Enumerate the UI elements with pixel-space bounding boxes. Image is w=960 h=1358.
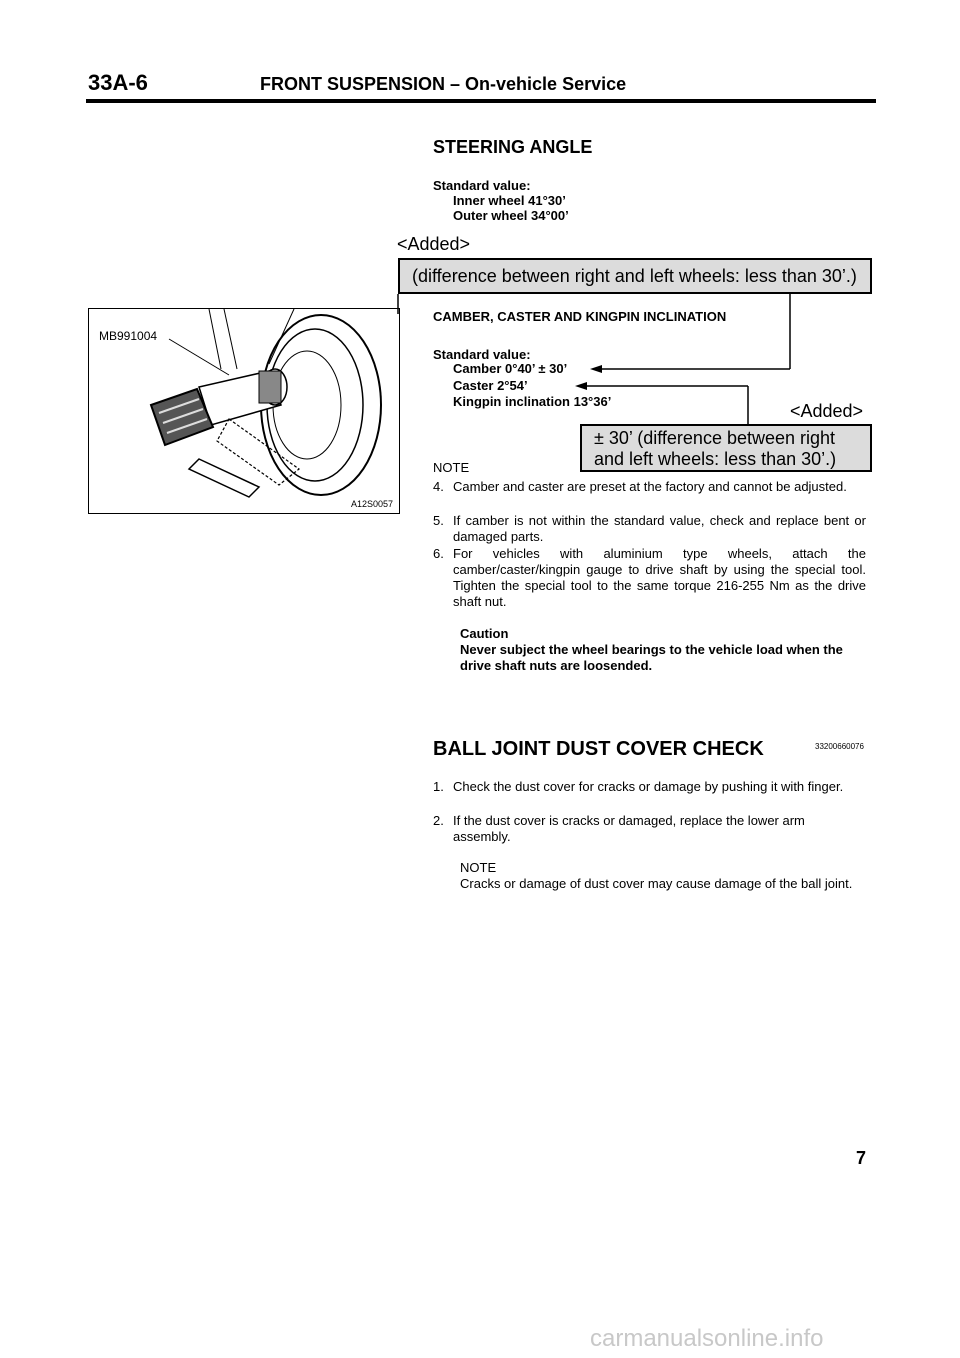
added-note-line: and left wheels: less than 30’.) [594,449,837,469]
page-number: 7 [856,1148,867,1168]
added-note-line: ± 30’ (difference between right [594,428,836,448]
inner-wheel-value: Inner wheel 41°30’ [453,193,566,208]
added-note-box [580,424,872,472]
note-text: If camber is not within the standard value, check and replace bent or damaged parts. [453,513,866,544]
note-number: 4. [433,479,444,494]
camber-standard-label: Standard value: [433,347,531,362]
step-text: Check the dust cover for cracks or damage by pushing it with finger. [453,779,844,794]
note-text: For vehicles with aluminium type wheels, attach the camber/caster/kingpin gauge to drive shaft by using the special tool. Tighten the special tool to the same torque 216-255 Nm as the drive shaft nut. [453,546,866,609]
special-tool-figure [88,308,400,514]
note-number: 5. [433,513,444,528]
tool-code-label: MB991004 [99,329,158,343]
note-number: 6. [433,546,444,561]
caution-label: Caution [460,626,509,641]
note-item [433,513,873,547]
header-rule [86,99,876,103]
note-label: NOTE [433,460,470,475]
outer-wheel-value: Outer wheel 34°00’ [453,208,569,223]
note-text: Cracks or damage of dust cover may cause damage of the ball joint. [460,876,853,891]
ball-joint-code: 33200660076 [815,742,864,751]
figure-code: A12S0057 [350,499,393,509]
added-note-box: (difference between right and left wheels: less than 30’.) [398,258,872,294]
caution-text: Never subject the wheel bearings to the vehicle load when the drive shaft nuts are loosended. [460,642,843,673]
step-text: If the dust cover is cracks or damaged, replace the lower arm assembly. [453,813,805,844]
note-text: Camber and caster are preset at the factory and cannot be adjusted. [453,479,847,494]
section-number: 33A-6 [88,70,148,95]
steering-standard-label: Standard value: [433,178,531,193]
added-tag: <Added> [397,234,471,254]
camber-section-title: CAMBER, CASTER AND KINGPIN INCLINATION [433,309,727,324]
step-item [433,813,873,847]
note-item [433,546,873,612]
kingpin-value: Kingpin inclination 13°36’ [453,394,612,409]
note-item [433,479,873,513]
step-item [433,779,873,813]
steering-angle-title: STEERING ANGLE [433,137,593,157]
step-number: 1. [433,779,444,794]
note-label: NOTE [460,860,497,875]
step-number: 2. [433,813,444,828]
watermark: carmanualsonline.info [590,1325,824,1352]
caster-value: Caster 2°54’ [453,378,528,393]
camber-value: Camber 0°40’ ± 30’ [453,361,568,376]
page-header-title: FRONT SUSPENSION – On-vehicle Service [260,74,627,94]
added-tag: <Added> [790,401,864,421]
ball-joint-title: BALL JOINT DUST COVER CHECK [433,738,764,760]
